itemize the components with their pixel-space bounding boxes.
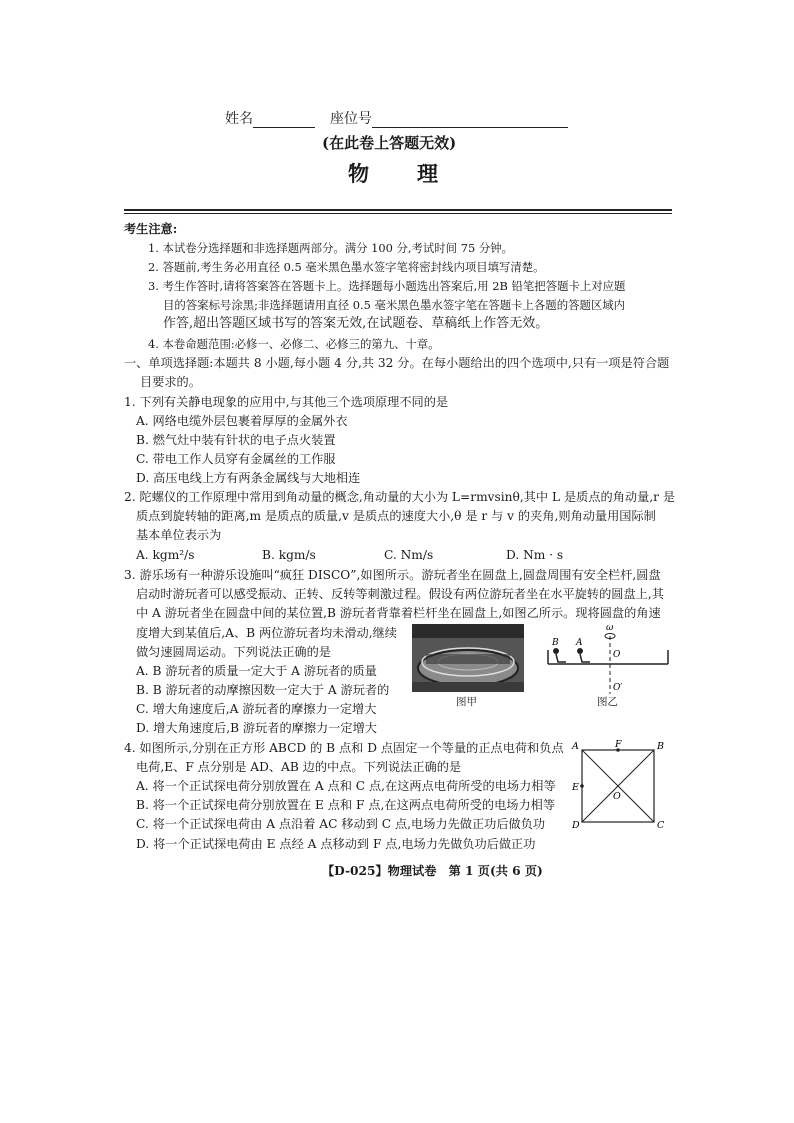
rider-a-body [580, 654, 590, 662]
q3-line-3: 中 A 游玩者坐在圆盘中间的某位置,B 游玩者背靠着栏杆坐在圆盘上,如图乙所示。现将圆盘的角速 [136, 606, 661, 620]
seat-field [330, 108, 568, 128]
q4-line-2: 电荷,E、F 点分别是 AD、AB 边的中点。下列说法正确的是 [136, 760, 462, 774]
q1-option-b: B. 燃气灶中装有针状的电子点火装置 [136, 433, 336, 447]
q2-line-2: 质点到旋转轴的距离,m 是质点的质量,v 是质点的速度大小,θ 是 r 与 v 的夹角,则角动量用国际制 [136, 509, 656, 523]
q3-line-4: 度增大到某值后,A、B 两位游玩者均未滑动,继续 [136, 626, 397, 640]
q3-option-a: A. B 游玩者的质量一定大于 A 游玩者的质量 [136, 664, 377, 678]
notice-item-4: 4. 本卷命题范围:必修一、必修二、必修三的第九、十章。 [148, 337, 440, 351]
label-o: O [613, 650, 621, 660]
section-heading-cont: 目要求的。 [140, 375, 201, 389]
q4-option-d: D. 将一个正试探电荷由 E 点经 A 点移动到 F 点,电场力先做负功后做正功 [136, 837, 536, 851]
q3-option-c: C. 增大角速度后,A 游玩者的摩擦力一定增大 [136, 702, 377, 716]
point-e [580, 784, 584, 788]
q2-option-d: D. Nm · s [506, 548, 564, 562]
q1-stem: 1. 下列有关静电现象的应用中,与其他三个选项原理不同的是 [124, 395, 449, 409]
page-footer: 【D-025】物理试卷 第 1 页(共 6 页) [322, 864, 543, 878]
label-a: A [576, 638, 583, 648]
notice-item-2: 2. 答题前,考生务必用直径 0.5 毫米黑色墨水签字笔将密封线内项目填写清楚。 [148, 260, 545, 274]
q2-line-1: 2. 陀螺仪的工作原理中常用到角动量的概念,角动量的大小为 L=rmvsinθ,其中 L 是质点的角动量,r 是 [124, 490, 676, 504]
invalid-note: (在此卷上答题无效) [322, 134, 457, 152]
q3-option-d: D. 增大角速度后,B 游玩者的摩擦力一定增大 [136, 721, 377, 735]
label-omega: ω [606, 623, 614, 633]
divider-thick [124, 209, 672, 211]
photo-riders [426, 654, 510, 664]
notice-title: 考生注意: [124, 222, 178, 236]
notice-item-1: 1. 本试卷分选择题和非选择题两部分。满分 100 分,考试时间 75 分钟。 [148, 241, 513, 255]
label-a: A [572, 741, 579, 752]
notice-item-3: 3. 考生作答时,请将答案答在答题卡上。选择题每小题选出答案后,用 2B 铅笔把答题卡上对应题 [148, 279, 626, 293]
q3-figure-photo [412, 624, 524, 692]
notice-item-3-cont2: 作答,超出答题区域书写的答案无效,在试题卷、草稿纸上作答无效。 [163, 316, 549, 331]
rider-b-head [553, 648, 559, 654]
q3-line-2: 启动时游玩者可以感受振动、正转、反转等刺激过程。假设有两位游玩者坐在水平旋转的圆盘上,其 [136, 587, 664, 601]
q1-option-d: D. 高压电线上方有两条金属线与大地相连 [136, 471, 361, 485]
label-o-prime: O′ [613, 683, 623, 693]
q1-option-a: A. 网络电缆外层包裹着厚厚的金属外衣 [136, 414, 348, 428]
notice-item-3-cont: 目的答案标号涂黑;非选择题请用直径 0.5 毫米黑色墨水签字笔在答题卡上各题的答题区域内 [163, 298, 626, 312]
rider-a-head [577, 648, 583, 654]
rider-b-body [556, 654, 566, 662]
subject-title: 物 理 [348, 161, 440, 186]
q3-figure-diagram [540, 620, 670, 696]
q1-option-c: C. 带电工作人员穿有金属丝的工作服 [136, 452, 336, 466]
name-field [225, 108, 315, 128]
q4-option-c: C. 将一个正试探电荷由 A 点沿着 AC 移动到 C 点,电场力先做正功后做负功 [136, 817, 546, 831]
q3-line-5: 做匀速圆周运动。下列说法正确的是 [136, 645, 331, 659]
q2-line-3: 基本单位表示为 [136, 528, 222, 542]
label-f: F [615, 739, 622, 750]
seat-blank [372, 113, 568, 128]
q4-option-b: B. 将一个正试探电荷分别放置在 E 点和 F 点,在这两点电荷所受的电场力相等 [136, 798, 556, 812]
q3-line-1: 3. 游乐场有一种游乐设施叫“疯狂 DISCO”,如图所示。游玩者坐在圆盘上,圆盘周围有安全栏杆,圆盘 [124, 568, 661, 582]
name-blank [253, 113, 315, 128]
q4-square-figure [570, 738, 670, 830]
q3-option-b: B. B 游玩者的动摩擦因数一定大于 A 游玩者的 [136, 683, 390, 697]
q2-option-b: B. kgm/s [262, 548, 316, 562]
q3-fig1-caption: 图甲 [456, 696, 477, 708]
label-c: C [657, 820, 665, 830]
label-b: B [657, 741, 664, 752]
photo-top-band [412, 624, 524, 638]
q4-option-a: A. 将一个正试探电荷分别放置在 A 点和 C 点,在这两点电荷所受的电场力相等 [136, 779, 556, 793]
q2-option-c: C. Nm/s [384, 548, 434, 562]
seat-label: 座位号 [330, 111, 372, 127]
label-d: D [572, 820, 580, 830]
label-b: B [552, 638, 559, 648]
divider-thin [124, 213, 672, 214]
q3-fig2-caption: 图乙 [597, 696, 618, 708]
photo-bottom [412, 682, 524, 692]
name-label: 姓名 [225, 111, 253, 127]
q2-option-a: A. kgm²/s [136, 548, 195, 562]
label-e: E [572, 782, 579, 793]
section-heading: 一、单项选择题:本题共 8 小题,每小题 4 分,共 32 分。在每小题给出的四个选项中,只有一项是符合题 [124, 356, 670, 370]
q4-line-1: 4. 如图所示,分别在正方形 ABCD 的 B 点和 D 点固定一个等量的正点电荷和负点 [124, 741, 564, 755]
label-o: O [613, 791, 621, 802]
